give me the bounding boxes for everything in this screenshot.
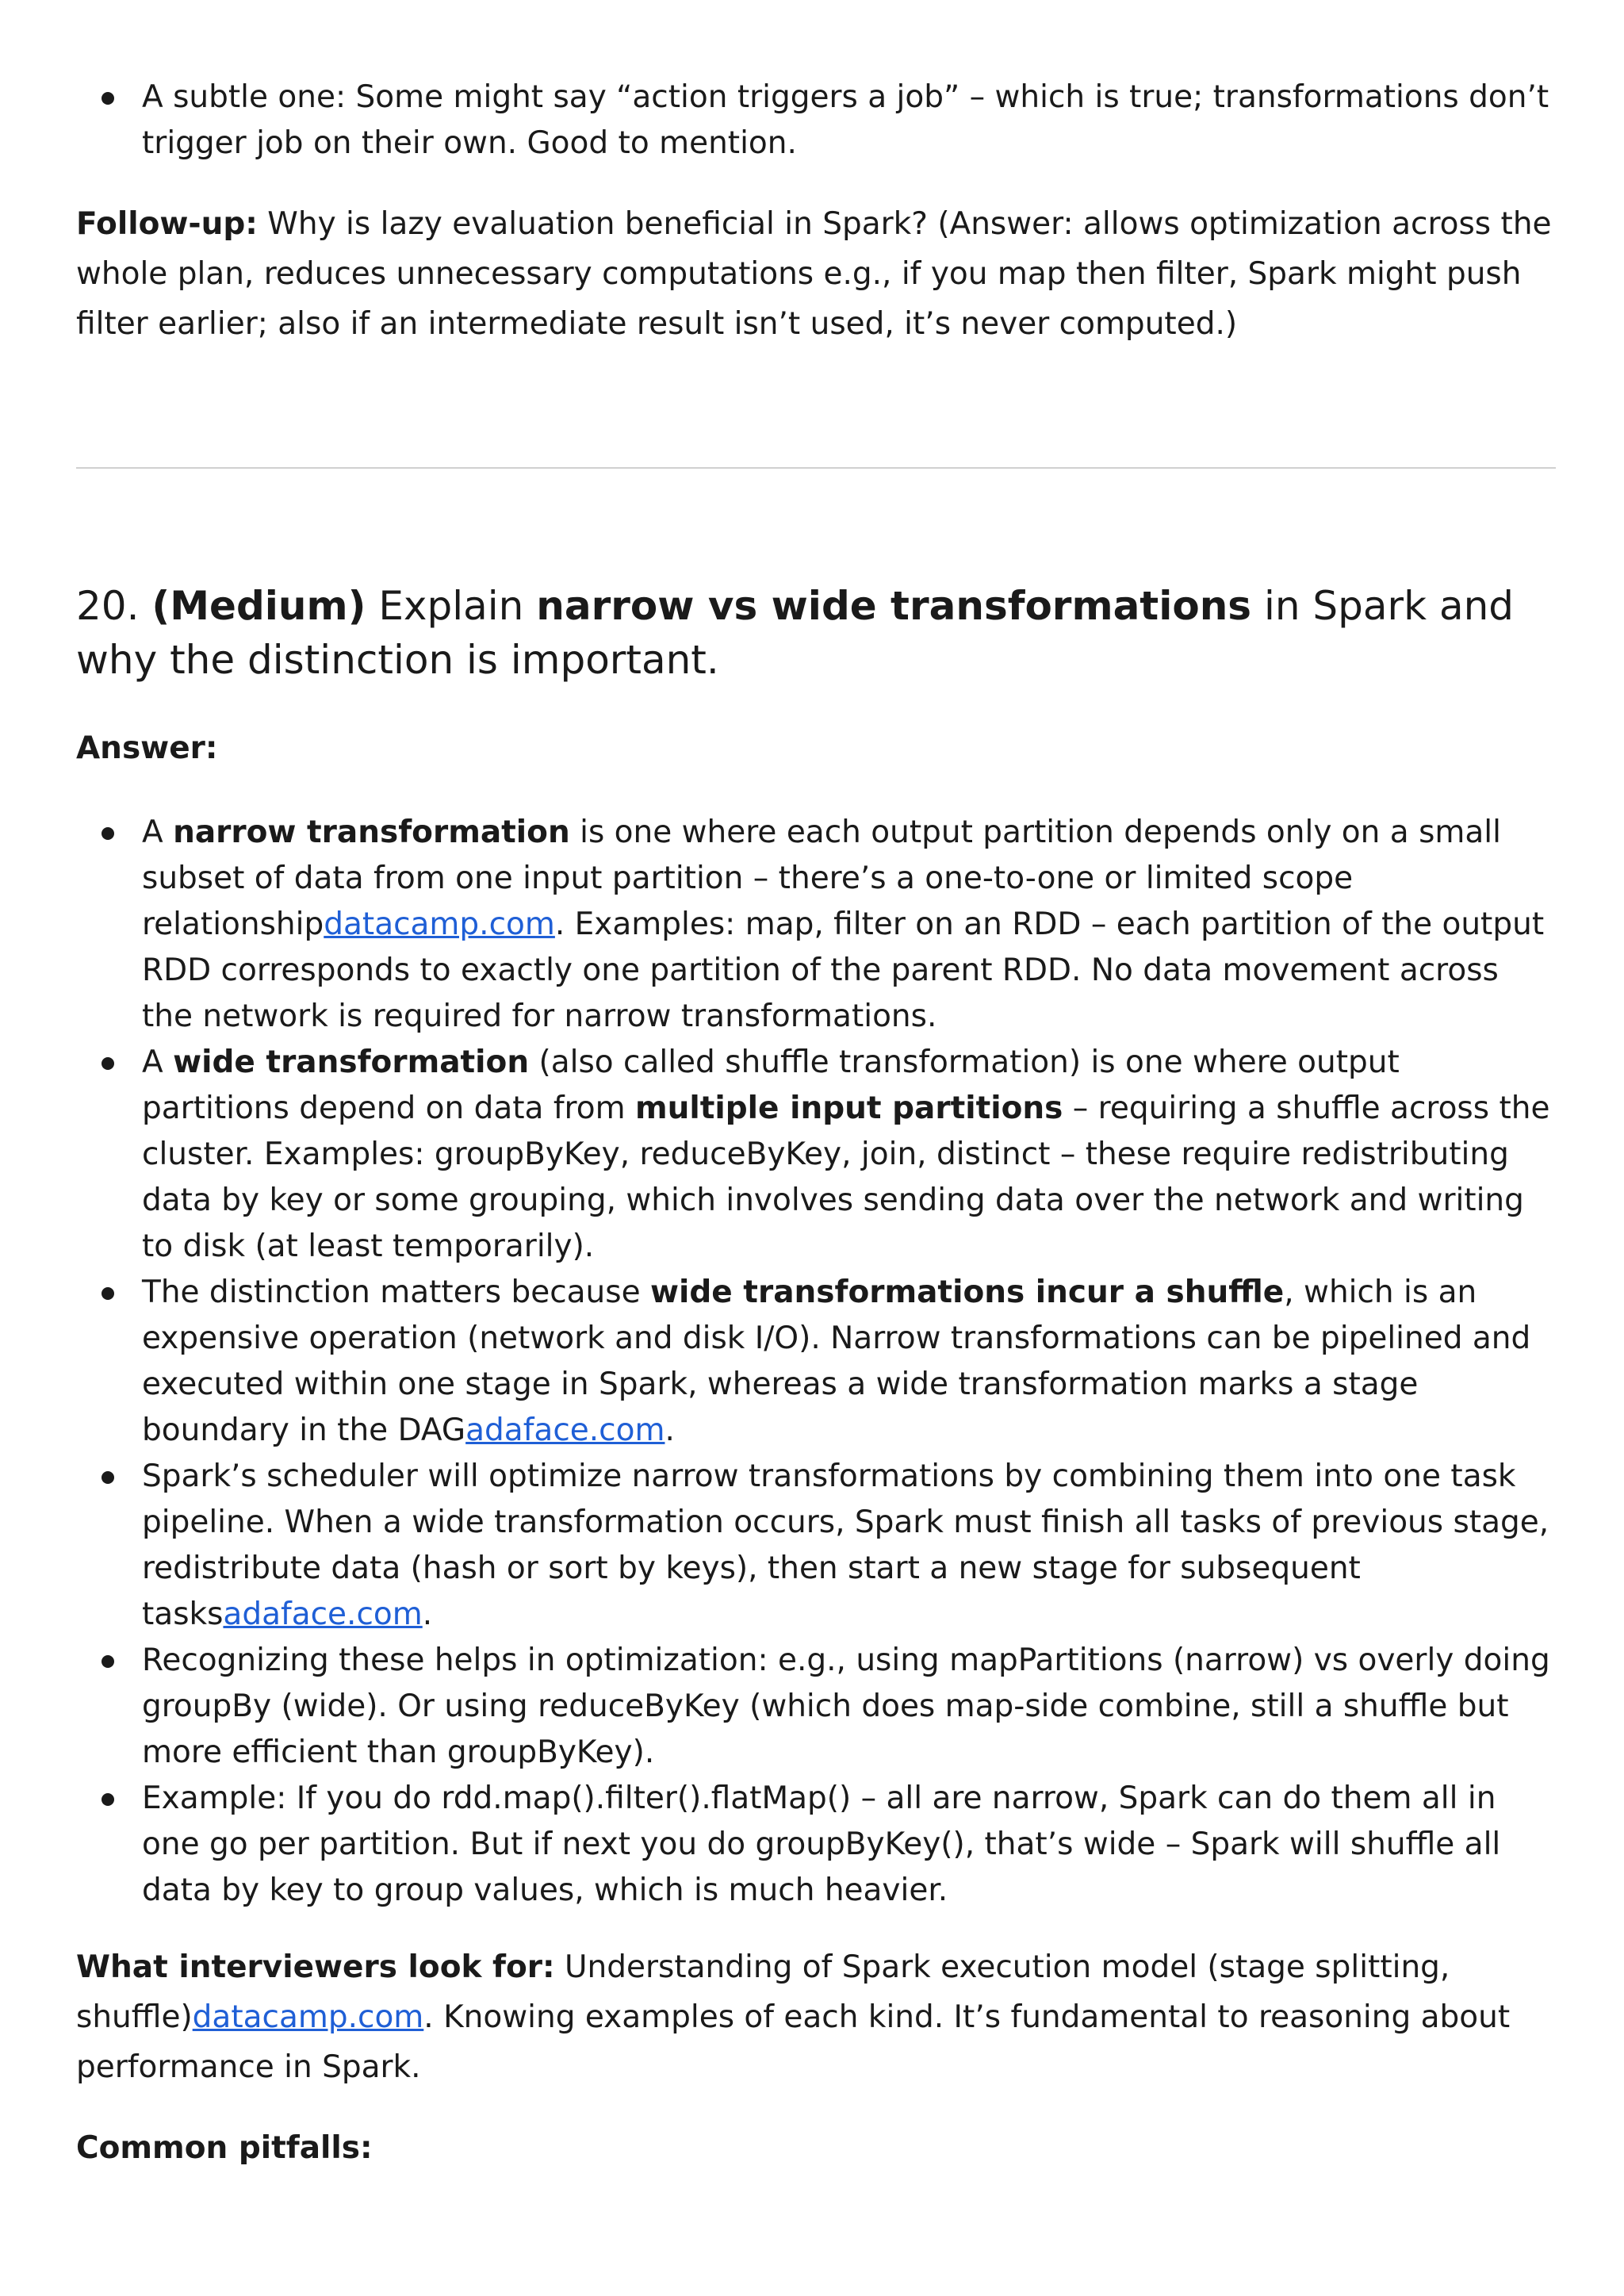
bullet-dot-icon [102,1287,114,1300]
source-link-datacamp[interactable]: datacamp.com [192,1999,424,2035]
question-bold-text: narrow vs wide transformations [536,583,1252,629]
interviewers-label: What interviewers look for: [76,1949,555,1985]
question-difficulty: (Medium) [151,583,366,629]
list-item [76,1776,1556,1914]
text: A [142,815,174,850]
question-number: 20. [76,583,152,629]
bold-text: multiple input partitions [634,1091,1063,1126]
text: (also called shuffle transformation) is one where output partitions depend on data from [142,1045,1400,1126]
question-text-2: in Spark and why the distinction is important. [76,583,1515,683]
text: . Knowing examples of each kind. It’s fundamental to reasoning about performance in Spark. [76,1999,1511,2085]
source-link-adaface[interactable]: adaface.com [465,1412,665,1448]
list-item-text: A subtle one: Some might say “action triggers a job” – which is true; transformations don’t trigger job on their own. Good to mention. [142,79,1549,161]
list-item [76,810,1556,1040]
answer-bullet-list [76,810,1556,1914]
list-item [76,1454,1556,1638]
text: – requiring a shuffle across the cluster. Examples: groupByKey, reduceByKey, join, distinct – these require redistributing data by key or some grouping, which involves sending data over the network and writing to disk (at least temporarily). [142,1091,1550,1264]
pitfalls-label: Common pitfalls: [76,2130,373,2166]
text: The distinction matters because [142,1274,650,1310]
text: Example: If you do rdd.map().filter().flatMap() – all are narrow, Spark can do them all in one go per partition. But if next you do groupByKey(), that’s wide – Spark will shuffle all data by key to group values, which is much heavier. [142,1780,1501,1908]
text: , which is an expensive operation (network and disk I/O). Narrow transformations can be pipelined and executed within one stage in Spark, whereas a wide transformation marks a stage boundary in the DAG [142,1274,1531,1448]
section-divider [76,467,1556,469]
text: Recognizing these helps in optimization: e.g., using mapPartitions (narrow) vs overly doing groupBy (wide). Or using reduceByKey (which does map-side combine, still a shuffle but more efficient than groupByKey). [142,1642,1550,1770]
interviewers-paragraph [76,1942,1556,2092]
list-item [76,1638,1556,1776]
followup-label: Follow-up: [76,206,258,242]
question-text-1: Explain [366,583,537,629]
text: is one where each output partition depends only on a small subset of data from one input partition – there’s a one-to-one or limited scope relationship [142,815,1501,942]
bullet-dot-icon [102,1057,114,1070]
top-bullet-list [76,75,1556,167]
bold-text: wide transformation [173,1045,530,1080]
list-item [76,75,1556,167]
followup-text: Why is lazy evaluation beneficial in Spark? (Answer: allows optimization across the whole plan, reduces unnecessary computations e.g., if you map then filter, Spark might push filter earlier; also if an intermediate result isn’t used, it’s never computed.) [76,206,1552,342]
bold-text: narrow transformation [173,815,570,850]
bullet-dot-icon [102,1471,114,1484]
bullet-dot-icon [102,1793,114,1806]
question-heading [76,579,1556,687]
bullet-dot-icon [102,1655,114,1668]
text: . [665,1412,675,1448]
text: . Examples: map, filter on an RDD – each partition of the output RDD corresponds to exactly one partition of the parent RDD. No data movement across the network is required for narrow transformations. [142,907,1545,1034]
followup-paragraph [76,199,1556,349]
list-item [76,1040,1556,1270]
text: . [422,1596,433,1632]
bullet-dot-icon [102,92,114,105]
list-item [76,1270,1556,1454]
text: Understanding of Spark execution model (stage splitting, shuffle) [76,1949,1450,2035]
answer-label: Answer: [76,730,218,766]
text: Spark’s scheduler will optimize narrow transformations by combining them into one task pipeline. When a wide transformation occurs, Spark must finish all tasks of previous stage, redistribute data (hash or sort by keys), then start a new stage for subsequent tasks [142,1458,1549,1632]
text: A [142,1045,174,1080]
source-link-datacamp[interactable]: datacamp.com [324,907,555,942]
bold-text: wide transformations incur a shuffle [649,1274,1285,1310]
bullet-dot-icon [102,827,114,840]
source-link-adaface[interactable]: adaface.com [223,1596,423,1632]
